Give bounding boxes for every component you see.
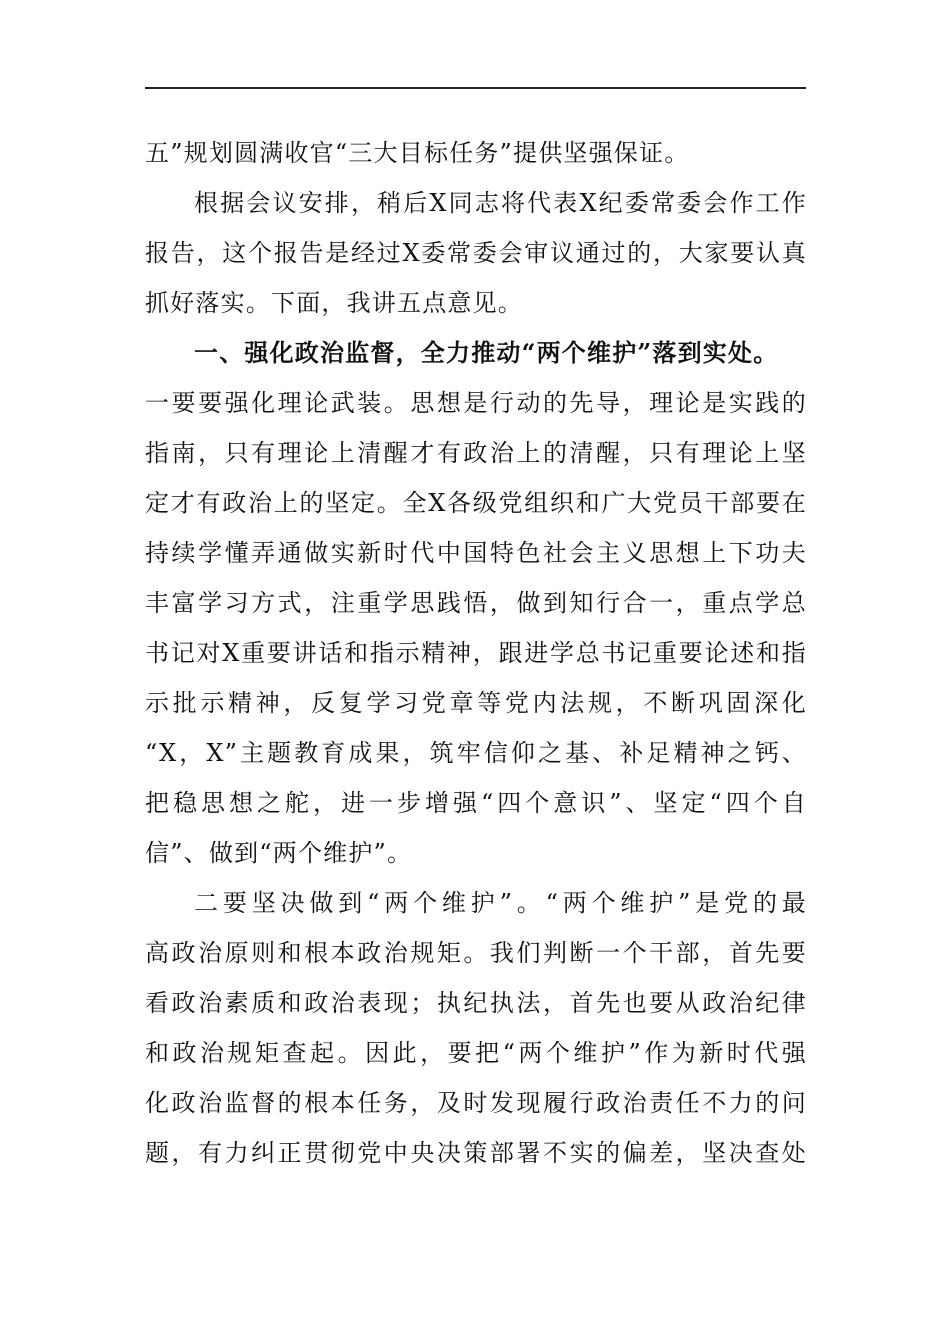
text-line: 示批示精神，反复学习党章等党内法规，不断巩固深化	[145, 689, 807, 717]
text-line: “X，X”主题教育成果，筑牢信仰之基、补足精神之钙、	[145, 739, 807, 767]
text-line: 丰富学习方式，注重学思践悟，做到知行合一，重点学总	[145, 589, 807, 617]
text-line: 书记对X重要讲话和指示精神，跟进学总书记重要论述和指	[145, 639, 807, 667]
text-line: 高政治原则和根本政治规矩。我们判断一个干部，首先要	[145, 939, 807, 967]
text-line: 题，有力纠正贯彻党中央决策部署不实的偏差，坚决查处	[145, 1139, 807, 1167]
text-line: 化政治监督的根本任务，及时发现履行政治责任不力的问	[145, 1089, 807, 1117]
text-line: 持续学懂弄通做实新时代中国特色社会主义思想上下功夫	[145, 539, 807, 567]
text-line: 五”规划圆满收官“三大目标任务”提供坚强保证。	[145, 139, 690, 167]
text-line: 定才有政治上的坚定。全X各级党组织和广大党员干部要在	[145, 489, 807, 517]
text-line: 一要要强化理论武装。思想是行动的先导，理论是实践的	[145, 389, 807, 417]
document-body	[145, 128, 807, 1178]
text-line: 和政治规矩查起。因此，要把“两个维护”作为新时代强	[145, 1039, 807, 1067]
text-line: 二要坚决做到“两个维护”。“两个维护”是党的最	[194, 889, 807, 917]
text-line: 信”、做到“两个维护”。	[145, 839, 413, 867]
text-line: 看政治素质和政治表现；执纪执法，首先也要从政治纪律	[145, 989, 807, 1017]
header-rule	[145, 87, 806, 89]
text-line: 报告，这个报告是经过X委常委会审议通过的，大家要认真	[145, 239, 807, 267]
text-line: 抓好落实。下面，我讲五点意见。	[145, 289, 523, 317]
text-line: 把稳思想之舵，进一步增强“四个意识”、坚定“四个自	[145, 789, 807, 817]
text-line: 根据会议安排，稍后X同志将代表X纪委常委会作工作	[194, 189, 807, 217]
section-heading-line: 一、强化政治监督，全力推动“两个维护”落到实处。	[194, 338, 779, 367]
text-line: 指南，只有理论上清醒才有政治上的清醒，只有理论上坚	[145, 439, 807, 467]
